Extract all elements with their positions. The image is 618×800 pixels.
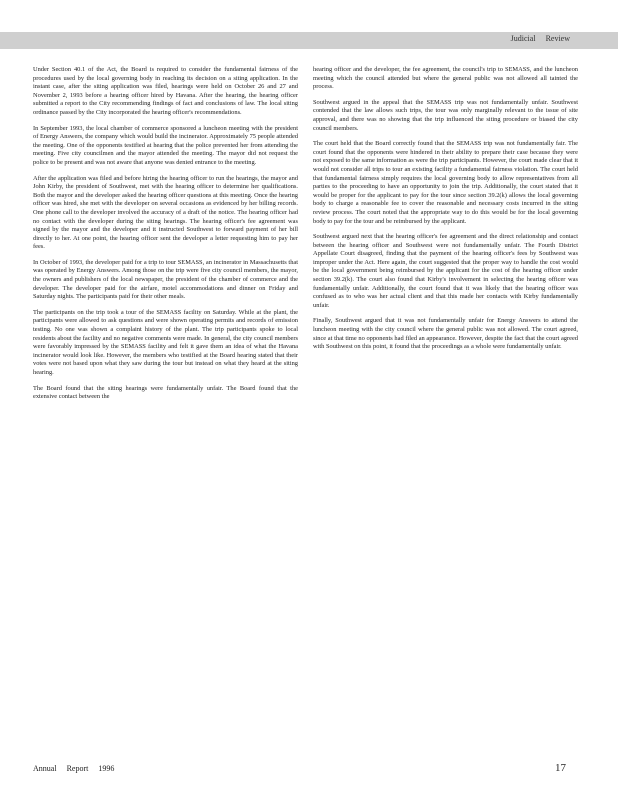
footer-year: 1996 [98, 764, 115, 773]
paragraph: After the application was filed and before hiring the hearing officer to run the hearings, the mayor and John Kirby, the president of Southwest, met with the hearing officer to determine her qualifications. Both the mayor and the developer asked the hearing officer questions at this meeting. Once the hearing officer was hired, she met with the developer on several occasions as evidenced by her billing records. One phone call to the developer involved the accuracy of a draft of the notice. The hearing officer had no contact with the developer during the siting hearings. The hearing officer's fee agreement was signed by the mayor and the developer and it instructed Southwest to forward payment of her bill directly to her. At one point, the hearing officer sent the developer a letter requesting him to pay her fees. [33, 174, 298, 251]
running-header [511, 34, 570, 43]
paragraph: Finally, Southwest argued that it was not fundamentally unfair for Energy Answers to attend the luncheon meeting with the city council where the general public was not allowed. The court agreed, since at that time no opponents had filed an appearance. However, despite the fact that the court agreed with Southwest on this point, it found that the proceedings as a whole were fundamentally unfair. [313, 317, 578, 351]
paragraph: hearing officer and the developer, the fee agreement, the council's trip to SEMASS, and the luncheon meeting which the council attended but where the general public was not allowed all tainted the process. [313, 66, 578, 91]
footer-word1: Annual [33, 764, 57, 773]
page-number: 17 [555, 762, 566, 774]
paragraph: Under Section 40.1 of the Act, the Board is required to consider the fundamental fairness of the procedures used by the local governing body in reaching its decision on a siting application. In the instant case, after the siting application was filed, hearings were held on October 26 and 27 and November 2, 1993 before a hearing officer hired by Havana. After the hearing, the hearing officer submitted a report to the City recommending findings of fact and conclusions of law. The local siting ordinance passed by the City incorporated the hearing officer's recommendations. [33, 66, 298, 116]
right-column [313, 66, 578, 359]
footer-report-title [33, 764, 114, 773]
running-header-word1: Judicial [510, 34, 536, 43]
paragraph: In September 1993, the local chamber of commerce sponsored a luncheon meeting with the president of Energy Answers, the company which would build the incinerator. Approximately 75 people attended the meeting. One of the opponents testified at hearing that the police prevented her from attending the meeting. Five city councilmen and the mayor attended the meeting. The mayor did not request the police to be present and was not aware that anyone was denied entrance to the meeting. [33, 124, 298, 166]
paragraph: The participants on the trip took a tour of the SEMASS facility on Saturday. While at the plant, the participants were allowed to ask questions and were shown operating permits and records of emission testing. No one was shown a complaint history of the plant. The trip participants spoke to local residents about the facility and no negative comments were made. In general, the city council members were favorably impressed by the SEMASS facility and felt it gave them an idea of what the Havana incinerator would look like. However, the members who testified at the Board hearing stated that their votes were not based upon what they saw during the tour but instead on what they heard at the siting hearing. [33, 308, 298, 376]
paragraph: The Board found that the siting hearings were fundamentally unfair. The Board found that the extensive contact between the [33, 384, 298, 401]
paragraph: In October of 1993, the developer paid for a trip to tour SEMASS, an incinerator in Massachusetts that was operated by Energy Answers. Among those on the trip were five city council members, the mayor, the owners and publishers of the local newspaper, the president of the chamber of commerce and the developer. The developer paid for the airfare, motel accommodations and dinner on Friday and Saturday nights. The participants paid for their other meals. [33, 258, 298, 301]
paragraph: Southwest argued next that the hearing officer's fee agreement and the direct relationship and contact between the hearing officer and Southwest were not fundamentally unfair. The Fourth District Appellate Court disagreed, finding that the payment of the hearing officer's fees by Southwest was improper under the Act. Here again, the court suggested that the proper way to handle the cost would be the local government being reimbursed by the applicant for the cost of the hearing officer under section 39.2(k). The court also found that Kirby's involvement in selecting the hearing officer was fundamentally unfair. Additionally, the court found that it was likely that the hearing officer was confused as to who was her actual client and that this made her contacts with Kirby fundamentally unfair. [313, 233, 578, 309]
running-header-word2: Review [545, 34, 570, 43]
left-column [33, 66, 298, 409]
header-bar [0, 32, 618, 49]
paragraph: Southwest argued in the appeal that the SEMASS trip was not fundamentally unfair. Southwest contended that the law allows such trips, the tour was only marginally relevant to the issue of site approval, and there was no showing that the trip influenced the siting procedure or biased the city council members. [313, 98, 578, 132]
paragraph: The court held that the Board correctly found that the SEMASS trip was not fundamentally fair. The court found that the opponents were hindered in their ability to prepare their case because they were not exposed to the same information as were the trip participants. However, the court made clear that it would not consider all trips to tour an existing facility a fundamental fairness violation. The court held that fundamental fairness simply requires the local governing body to allow representatives from all parties to the proceeding to have an opportunity to join the trip. Additionally, the court stated that it would be proper for the applicant to pay for the tour since section 39.2(k) allows the local governing body to charge a reasonable fee to cover the reasonable and necessary costs incurred in the siting review process. The court noted that the appropriate way to do this would be for the local governing body to pay for the tour and be reimbursed by the applicant. [313, 140, 578, 225]
footer-word2: Report [66, 764, 89, 773]
